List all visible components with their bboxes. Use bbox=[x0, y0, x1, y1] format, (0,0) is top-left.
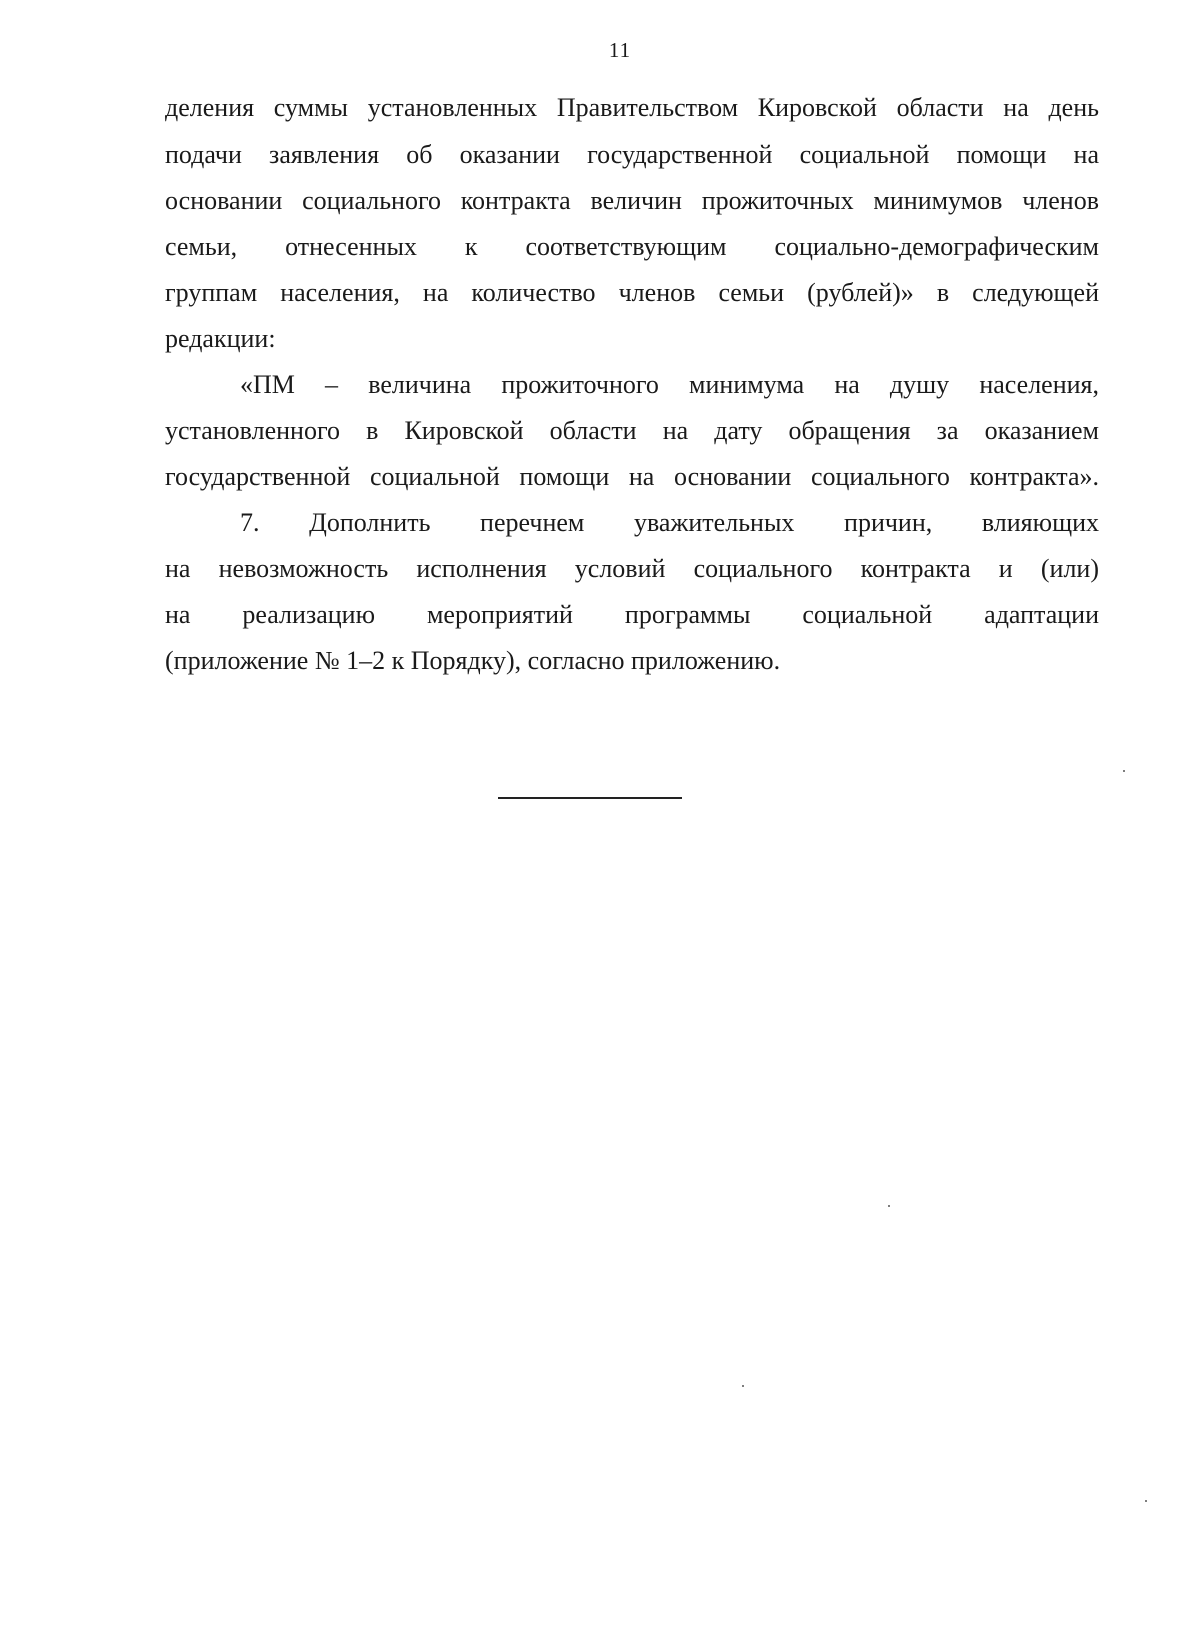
scan-speck bbox=[888, 1205, 890, 1207]
text-line: на невозможность исполнения условий социального контракта и (или) bbox=[165, 554, 1099, 583]
text-line: семьи, отнесенных к соответствующим социально-демографическим bbox=[165, 232, 1099, 261]
scan-speck bbox=[742, 1385, 744, 1387]
scan-speck bbox=[1123, 770, 1125, 772]
text-line: деления суммы установленных Правительством Кировской области на день bbox=[165, 93, 1099, 122]
text-line: редакции: bbox=[165, 324, 276, 353]
text-line: подачи заявления об оказании государственной социальной помощи на bbox=[165, 140, 1099, 169]
text-line: на реализацию мероприятий программы социальной адаптации bbox=[165, 600, 1099, 629]
text-line: 7. Дополнить перечнем уважительных причин, влияющих bbox=[240, 508, 1099, 537]
end-separator-line bbox=[498, 797, 682, 799]
text-line: группам населения, на количество членов семьи (рублей)» в следующей bbox=[165, 278, 1099, 307]
text-line: государственной социальной помощи на основании социального контракта». bbox=[165, 462, 1099, 491]
text-line: основании социального контракта величин прожиточных минимумов членов bbox=[165, 186, 1099, 215]
text-line: (приложение № 1–2 к Порядку), согласно приложению. bbox=[165, 646, 781, 675]
page-number: 11 bbox=[608, 38, 632, 62]
text-line: «ПМ – величина прожиточного минимума на душу населения, bbox=[240, 370, 1099, 399]
text-line: установленного в Кировской области на дату обращения за оказанием bbox=[165, 416, 1099, 445]
scan-speck bbox=[1145, 1500, 1147, 1502]
